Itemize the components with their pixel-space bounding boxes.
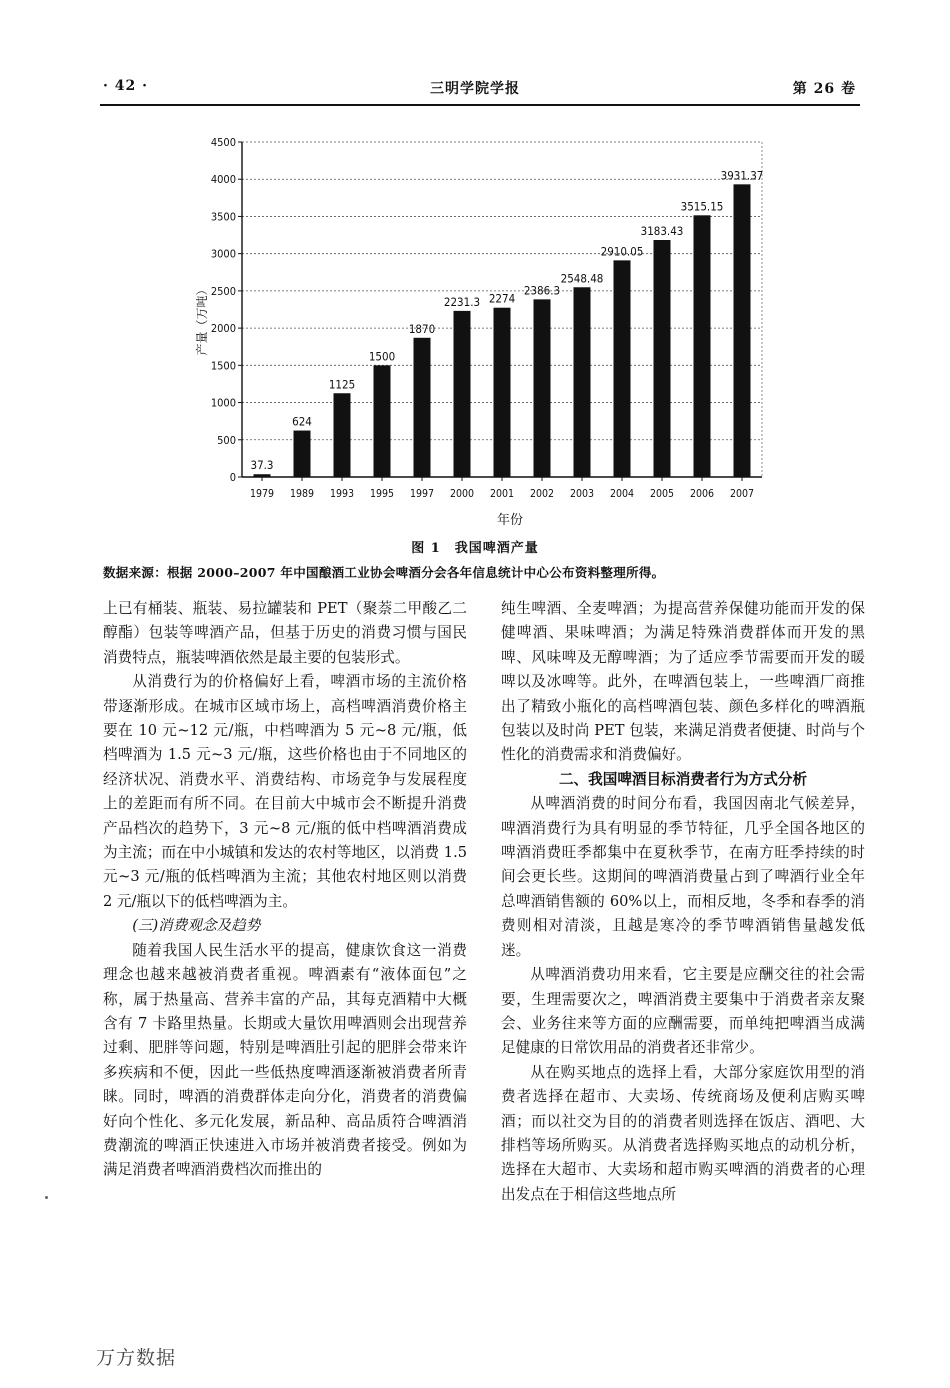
data-label: 2231.3: [443, 294, 481, 309]
x-tick-label: 2007: [729, 488, 755, 500]
data-label: 1125: [328, 377, 356, 392]
y-tick-label: 2000: [210, 322, 236, 336]
bar: [734, 184, 751, 477]
x-tick-label: 1997: [409, 488, 435, 500]
data-label: 2386.3: [523, 283, 561, 298]
x-tick-label: 1989: [289, 488, 315, 500]
data-label: 624: [292, 414, 312, 429]
bar: [654, 240, 671, 477]
paragraph: 上已有桶装、瓶装、易拉罐装和 PET（聚萘二甲酸乙二醇酯）包装等啤酒产品，但基于历史的消费习惯与国民消费特点，瓶装啤酒依然是最主要的包装形式。: [103, 600, 467, 666]
data-label: 2548.48: [560, 271, 604, 286]
bar: [534, 299, 551, 477]
x-axis-label: 年份: [496, 513, 524, 528]
data-label: 1870: [408, 321, 436, 336]
paragraph: 从啤酒消费的时间分布看，我国因南北气候差异，啤酒消费行为具有明显的季节特征，几乎全国各地区的啤酒消费旺季都集中在夏秋季节，在南方旺季持续的时间会更长些。这期间的啤酒消费量占到了啤酒行业全年总啤酒销售额的 60%以上，而相反地，冬季和春季的消费则相对清淡，且越是寒冷的季节啤酒销售量越发低迷。: [501, 795, 865, 959]
bar: [694, 215, 711, 477]
bar: [334, 393, 351, 477]
x-tick-label: 2000: [449, 488, 475, 500]
volume-label: 第 26 卷: [792, 81, 856, 97]
data-label: 2274: [488, 291, 516, 306]
x-tick-label: 2004: [609, 488, 635, 500]
paragraph: 从在购买地点的选择上看，大部分家庭饮用型的消费者选择在超市、大卖场、传统商场及便利店购买啤酒；而以社交为目的的消费者则选择在饭店、酒吧、大排档等场所购买。从消费者选择购买地点的动机分析，选择在大超市、大卖场和超市购买啤酒的消费者的心理出发点在于相信这些地点所: [501, 1063, 865, 1203]
data-label: 37.3: [250, 458, 274, 473]
y-tick-label: 1500: [210, 359, 236, 373]
database-watermark: 万方数据: [96, 1347, 177, 1369]
paragraph: 纯生啤酒、全麦啤酒；为提高营养保健功能而开发的保健啤酒、果味啤酒；为满足特殊消费群体而开发的黑啤、风味啤及无醇啤酒；为了适应季节需要而开发的暖啤以及冰啤等。此外，在啤酒包装上，一些啤酒厂商推出了精致小瓶化的高档啤酒包装、颜色多样化的啤酒瓶包装以及时尚 PET 包装，来满足消费者便捷、时尚与个性化的消费需求和消费偏好。: [501, 600, 865, 764]
bar: [494, 308, 511, 477]
bar: [614, 260, 631, 477]
x-tick-label: 2006: [689, 488, 715, 500]
subsection-heading: (三)消费观念及趋势: [132, 917, 261, 935]
y-tick-label: 4500: [210, 136, 236, 149]
y-tick-label: 0: [229, 471, 236, 484]
y-tick-label: 2500: [210, 284, 236, 298]
x-tick-label: 1979: [249, 488, 275, 500]
beer-production-bar-chart: [190, 125, 780, 535]
scan-speck: [45, 1196, 48, 1199]
figure-source-note: 数据来源：根据 2000–2007 年中国酿酒工业协会啤酒分会各年信息统计中心公布资料整理所得。: [103, 565, 665, 580]
y-tick-label: 3000: [210, 247, 236, 261]
y-tick-label: 1000: [210, 396, 236, 410]
paragraph: 随着我国人民生活水平的提高，健康饮食这一消费理念也越来越被消费者重视。啤酒素有“液体面包”之称，属于热量高、营养丰富的产品，其每克酒精中大概含有 7 卡路里热量。长期或大量饮用啤酒则会出现营养过剩、肥胖等问题，特别是啤酒肚引起的肥胖会带来许多疾病和不便，因此一些低热度啤酒逐渐被消费者所青睐。同时，啤酒的消费群体走向分化，消费者的消费偏好向个性化、多元化发展，新品种、高品质符合啤酒消费潮流的啤酒正快速进入市场并被消费者接受。例如为满足消费者啤酒消费档次而推出的: [103, 941, 467, 1179]
bar: [454, 311, 471, 477]
x-tick-label: 2002: [529, 488, 555, 500]
y-tick-label: 500: [217, 433, 236, 447]
page-number: · 42 ·: [103, 78, 148, 94]
data-label: 2910.05: [600, 244, 644, 259]
header-rule: [100, 104, 860, 106]
paragraph: 从消费行为的价格偏好上看，啤酒市场的主流价格带逐渐形成。在城市区域市场上，高档啤酒消费价格主要在 10 元~12 元/瓶，中档啤酒为 5 元~8 元/瓶，低档啤酒为 1.5 元~3 元/瓶，这些价格也由于不同地区的经济状况、消费水平、消费结构、市场竞争与发展程度上的差距而有所不同。在目前大中城市会不断提升消费产品档次的趋势下，3 元~8 元/瓶的低中档啤酒消费成为主流；而在中小城镇和发达的农村等地区，以消费 1.5 元~3 元/瓶的低档啤酒为主流；其他农村地区则以消费 2 元/瓶以下的低档啤酒为主。: [103, 673, 467, 910]
y-tick-label: 4000: [210, 173, 236, 187]
x-tick-label: 2003: [569, 488, 595, 500]
journal-title: 三明学院学报: [430, 81, 520, 97]
text-column-right: [501, 597, 865, 1207]
y-axis-label: 产量（万吨）: [195, 283, 209, 356]
x-tick-label: 1995: [369, 488, 395, 500]
data-label: 3183.43: [640, 224, 684, 239]
data-label: 3515.15: [680, 199, 724, 214]
bar: [294, 431, 311, 477]
section-heading: 二、我国啤酒目标消费者行为方式分析: [558, 770, 808, 788]
figure-caption: 图 1 我国啤酒产量: [411, 541, 539, 556]
y-tick-label: 3500: [210, 210, 236, 224]
data-label: 1500: [368, 349, 396, 364]
bar: [254, 474, 271, 477]
bar: [414, 338, 431, 477]
bar: [374, 365, 391, 477]
running-header: [0, 78, 950, 102]
data-label: 3931.37: [720, 168, 764, 183]
paragraph: 从啤酒消费功用来看，它主要是应酬交往的社会需要，生理需要次之，啤酒消费主要集中于消费者亲友聚会、业务往来等方面的应酬需要，而单纯把啤酒当成满足健康的日常饮用品的消费者还非常少。: [501, 966, 865, 1057]
x-tick-label: 2001: [489, 488, 515, 500]
bar: [574, 287, 591, 477]
x-tick-label: 1993: [329, 488, 355, 500]
text-column-left: [103, 597, 467, 1183]
x-tick-label: 2005: [649, 488, 675, 500]
